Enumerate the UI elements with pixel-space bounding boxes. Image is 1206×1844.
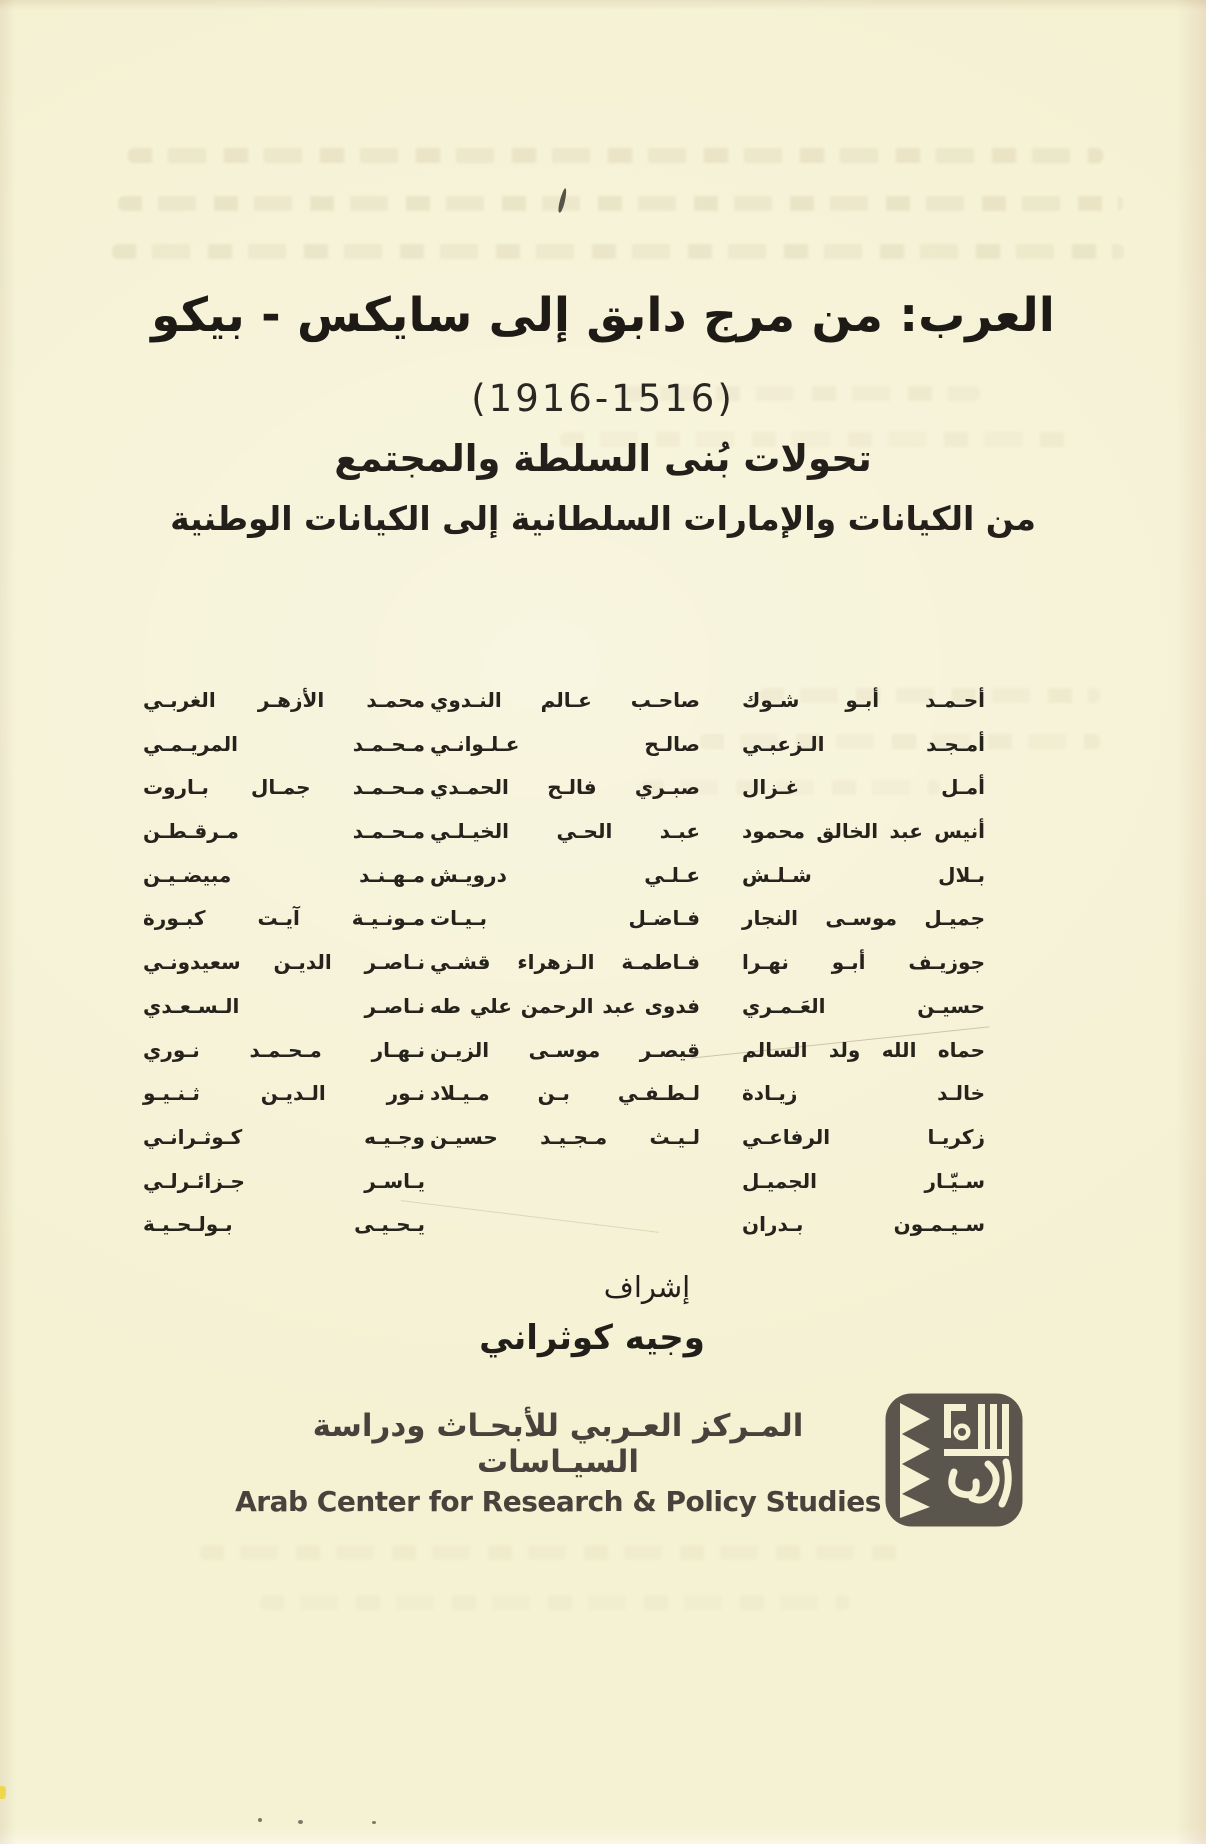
contributor-name: نـور الـديـن ثـنـيـو [143, 1081, 425, 1106]
book-years [0, 377, 1206, 420]
contributors-column-right [742, 679, 985, 1247]
contributor-name: مـونـيـة آيـت كبـورة [143, 906, 425, 931]
contributor-name: خالـد زيـادة [742, 1081, 985, 1106]
contributor-name: مـحـمـد مـرقـطـن [143, 819, 425, 844]
contributor-name: نـهـار مـحـمـد نـوري [143, 1037, 425, 1062]
contributor-name: نـاصـر الـسـعـدي [143, 993, 425, 1018]
contributor-name: مـحـمـد جمـال بـاروت [143, 775, 425, 800]
bleed-through-line [260, 1595, 850, 1610]
contributor-name: جميـل موسـى النجار [742, 906, 985, 931]
bleed-through-line [112, 244, 1124, 259]
contributor-name: قيصـر موسـى الزيـن [430, 1037, 700, 1062]
contributor-name: لـيـث مـجـيـد حسيـن [430, 1124, 700, 1149]
contributor-name: عبـد الحـي الخيـلـي [430, 819, 700, 844]
paper-speck [372, 1821, 376, 1824]
book-subtitle-line1: تحولات بُنى السلطة والمجتمع [334, 437, 872, 480]
bleed-through-line [200, 1545, 900, 1560]
contributor-name: يـحـيـى بـولـحـيـة [143, 1212, 425, 1237]
publisher-imprint [230, 1408, 886, 1518]
contributor-name: وجـيـه كـوثـرانـي [143, 1124, 425, 1149]
contributor-name: لـطـفـي بـن مـيـلاد [430, 1081, 700, 1106]
contributor-name: يـاسـر جـزائـرلـي [143, 1168, 425, 1193]
contributor-name: سـيّـار الجميـل [742, 1168, 985, 1193]
publisher-name-arabic: المـركز العـربي للأبحـاث ودراسة السيـاسات [312, 1408, 804, 1480]
contributor-name: أمـجـد الـزعبـي [742, 731, 985, 756]
contributors-column-middle [430, 679, 700, 1160]
paper-scratch [401, 1200, 659, 1233]
paper-speck [258, 1818, 262, 1822]
contributor-name: مـحـمـد المريـمـي [143, 731, 425, 756]
bleed-through-line [118, 196, 1123, 211]
paper-speck [0, 1786, 6, 1799]
contributor-name: محمـد الأزهـر الغربـي [143, 688, 425, 712]
years-range: (1916-1516) [471, 377, 735, 420]
contributor-name: حماه الله ولد السالم [742, 1037, 985, 1062]
publisher-name-english: Arab Center for Research & Policy Studies [235, 1485, 881, 1518]
book-subtitle-line2: من الكيانات والإمارات السلطانية إلى الكيانات الوطنية [170, 499, 1036, 538]
contributor-name: صبـري فالـح الحمـدي [430, 775, 700, 800]
contributor-name: بـلال شـلـش [742, 862, 985, 887]
contributor-name: حسيـن العَـمـري [742, 993, 985, 1018]
contributor-name: صاحـب عـالم النـدوي [430, 688, 700, 712]
contributor-name: عـلـي درويـش [430, 862, 700, 887]
contributor-name: فـاطمـة الـزهراء قشـي [430, 950, 700, 975]
contributor-name: صالـح عـلـوانـي [430, 731, 700, 756]
acrps-logo-icon [884, 1392, 1024, 1528]
contributor-name: مـهـنـد مبيضـيـن [143, 862, 425, 887]
supervision-label: إشراف [603, 1270, 691, 1304]
paper-speck [298, 1820, 303, 1824]
contributor-name: جوزيـف أبـو نهـرا [742, 950, 985, 975]
contributor-name: نـاصـر الديـن سعيدونـي [143, 950, 425, 975]
contributor-name: فدوى عبد الرحمن علي طه [430, 993, 700, 1018]
supervisor-name: وجيه كوثراني [479, 1318, 705, 1358]
contributors-column-left [143, 679, 425, 1247]
book-title: العرب: من مرج دابق إلى سايكس - بيكو [151, 288, 1055, 343]
contributor-name: أنيس عبد الخالق محمود [742, 819, 985, 844]
contributor-name: سـيـمـون بـدران [742, 1212, 985, 1237]
contributor-name: زكريـا الرفاعـي [742, 1124, 985, 1149]
contributor-name: أحـمـد أبـو شـوك [742, 688, 985, 712]
contributor-name: أمـل غـزال [742, 775, 985, 800]
contributor-name: فـاضـل بـيـات [430, 906, 700, 931]
bleed-through-line [128, 148, 1103, 163]
